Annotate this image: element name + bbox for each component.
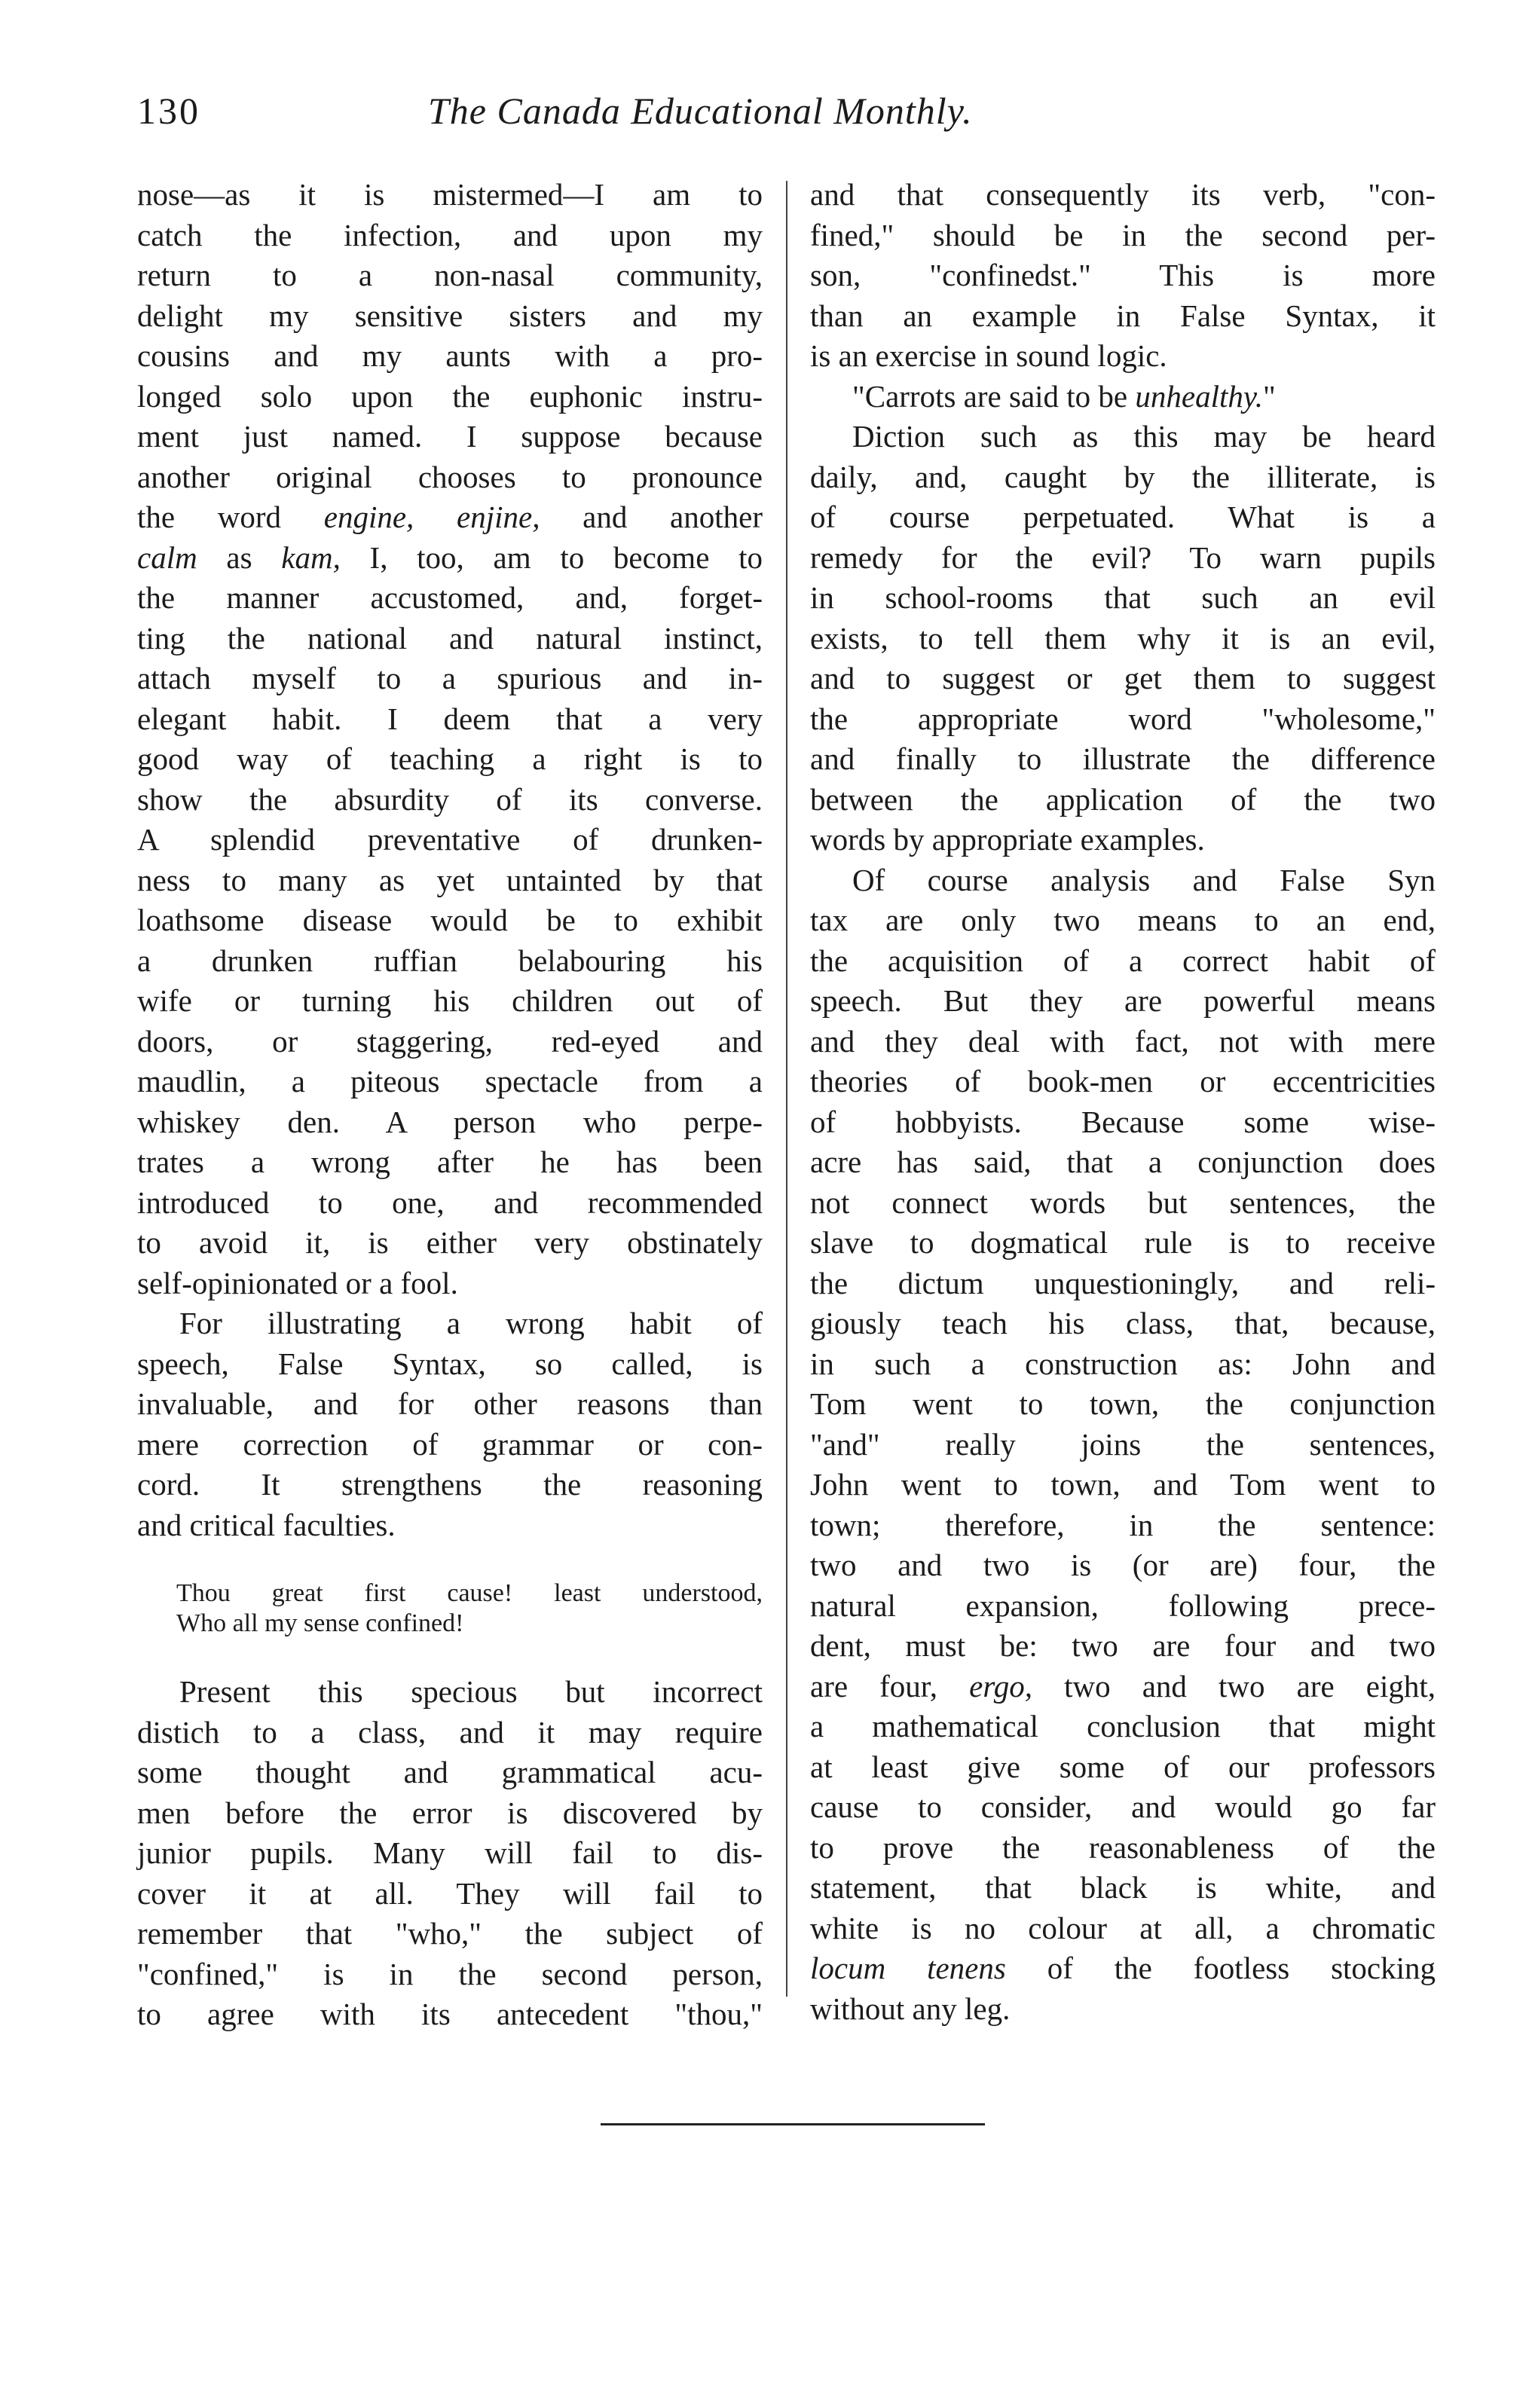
text-line: a drunken ruffian belabouring his (137, 943, 763, 978)
text-line: a mathematical conclusion that might (810, 1709, 1436, 1743)
paragraph (810, 860, 1436, 2030)
text-line: in such a construction as: John and (810, 1346, 1436, 1381)
text-line: trates a wrong after he has been (137, 1144, 763, 1179)
text-line: good way of teaching a right is to (137, 741, 763, 776)
text-line: to avoid it, is either very obstinately (137, 1225, 763, 1260)
text-line: locum tenens of the footless stocking (810, 1951, 1436, 1985)
text-line: men before the error is discovered by (137, 1795, 763, 1830)
text-line: of course perpetuated. What is a (810, 500, 1436, 534)
text-line: junior pupils. Many will fail to dis- (137, 1835, 763, 1870)
text-line: cause to consider, and would go far (810, 1789, 1436, 1824)
text-line: natural expansion, following prece- (810, 1588, 1436, 1623)
text-line: Who all my sense confined! (176, 1609, 464, 1637)
verse-quotation (176, 1578, 763, 1639)
paragraph (137, 175, 763, 1303)
text-line: self-opinionated or a fool. (137, 1265, 458, 1300)
text-line: the appropriate word "wholesome," (810, 701, 1436, 736)
text-line: white is no colour at all, a chromatic (810, 1910, 1436, 1945)
text-line: daily, and, caught by the illiterate, is (810, 459, 1436, 494)
paragraph (137, 1672, 763, 2035)
paragraph (137, 1303, 763, 1545)
text-line: fined," should be in the second per- (810, 217, 1436, 252)
text-line: attach myself to a spurious and in- (137, 661, 763, 695)
text-line: "and" really joins the sentences, (810, 1426, 1436, 1462)
text-line: are four, ergo, two and two are eight, (810, 1668, 1436, 1704)
text-line: Of course analysis and False Syn (852, 862, 1436, 897)
text-line: doors, or staggering, red-eyed and (137, 1023, 763, 1059)
text-line: tax are only two means to an end, (810, 903, 1436, 937)
text-line: ting the national and natural instinct, (137, 620, 763, 655)
right-column (810, 175, 1436, 2029)
text-line: maudlin, a piteous spectacle from a (137, 1064, 763, 1099)
text-line: and critical faculties. (137, 1507, 396, 1542)
page-number: 130 (137, 90, 200, 132)
text-line: dent, must be: two are four and two (810, 1628, 1436, 1663)
text-line: and finally to illustrate the difference (810, 741, 1436, 776)
text-line: distich to a class, and it may require (137, 1714, 763, 1749)
text-line: A splendid preventative of drunken- (137, 822, 763, 857)
text-line: in school-rooms that such an evil (810, 580, 1436, 615)
text-line: speech, False Syntax, so called, is (137, 1346, 763, 1381)
text-line: not connect words but sentences, the (810, 1184, 1436, 1220)
paragraph (810, 417, 1436, 860)
text-line: delight my sensitive sisters and my (137, 298, 763, 333)
text-line: of hobbyists. Because some wise- (810, 1104, 1436, 1139)
text-line: calm as kam, I, too, am to become to (137, 539, 763, 575)
text-line: statement, that black is white, and (810, 1870, 1436, 1905)
text-line: remedy for the evil? To warn pupils (810, 539, 1436, 575)
text-line: the manner accustomed, and, forget- (137, 580, 763, 615)
text-line: than an example in False Syntax, it (810, 298, 1436, 333)
text-line: another original chooses to pronounce (137, 459, 763, 494)
page-header (0, 89, 1532, 134)
text-line: John went to town, and Tom went to (810, 1467, 1436, 1502)
text-line: nose—as it is mistermed—I am to (137, 177, 763, 212)
text-line: slave to dogmatical rule is to receive (810, 1225, 1436, 1260)
text-line: return to a non-nasal community, (137, 258, 763, 292)
text-line: words by appropriate examples. (810, 822, 1205, 857)
text-line: invaluable, and for other reasons than (137, 1386, 763, 1421)
text-line: is an exercise in sound logic. (810, 338, 1167, 373)
text-line: "confined," is in the second person, (137, 1956, 763, 1991)
text-line: Present this specious but incorrect (179, 1674, 763, 1709)
text-line: at least give some of our professors (810, 1749, 1436, 1784)
text-line: wife or turning his children out of (137, 983, 763, 1018)
text-line: to prove the reasonableness of the (810, 1829, 1436, 1865)
text-line: to agree with its antecedent "thou," (137, 1997, 763, 2031)
text-line: two and two is (or are) four, the (810, 1548, 1436, 1582)
text-line: speech. But they are powerful means (810, 983, 1436, 1018)
text-line: town; therefore, in the sentence: (810, 1507, 1436, 1542)
text-line: whiskey den. A person who perpe- (137, 1104, 763, 1139)
text-line: the acquisition of a correct habit of (810, 943, 1436, 978)
text-line: giously teach his class, that, because, (810, 1306, 1436, 1340)
paragraph (810, 175, 1436, 377)
text-line: the word engine, enjine, and another (137, 500, 763, 534)
text-line: Diction such as this may be heard (852, 419, 1436, 454)
text-line: the dictum unquestioningly, and reli- (810, 1265, 1436, 1300)
text-line: and they deal with fact, not with mere (810, 1023, 1436, 1059)
text-line: elegant habit. I deem that a very (137, 701, 763, 736)
text-line: cord. It strengthens the reasoning (137, 1467, 763, 1502)
text-line: without any leg. (810, 1991, 1011, 2026)
text-line: some thought and grammatical acu- (137, 1755, 763, 1789)
text-line: "Carrots are said to be unhealthy." (852, 378, 1276, 414)
text-line: remember that "who," the subject of (137, 1916, 763, 1951)
text-line: ness to many as yet untainted by that (137, 862, 763, 897)
text-line: cover it at all. They will fail to (137, 1875, 763, 1911)
text-line: theories of book-men or eccentricities (810, 1064, 1436, 1099)
text-line: ment just named. I suppose because (137, 419, 763, 454)
text-line: introduced to one, and recommended (137, 1184, 763, 1220)
text-line: cousins and my aunts with a pro- (137, 338, 763, 373)
text-line: loathsome disease would be to exhibit (137, 903, 763, 937)
text-line: catch the infection, and upon my (137, 217, 763, 252)
text-line: exists, to tell them why it is an evil, (810, 620, 1436, 655)
running-title: The Canada Educational Monthly. (428, 90, 973, 132)
text-line: longed solo upon the euphonic instru- (137, 378, 763, 414)
column-rule (786, 181, 787, 1997)
paragraph (810, 377, 1436, 417)
text-line: between the application of the two (810, 781, 1436, 817)
text-line: Tom went to town, the conjunction (810, 1386, 1436, 1421)
end-rule (601, 2123, 985, 2125)
text-line: show the absurdity of its converse. (137, 781, 763, 817)
text-line: acre has said, that a conjunction does (810, 1144, 1436, 1179)
text-line: and to suggest or get them to suggest (810, 661, 1436, 695)
text-line: son, "confinedst." This is more (810, 258, 1436, 292)
text-line: mere correction of grammar or con- (137, 1426, 763, 1462)
text-line: and that consequently its verb, "con- (810, 177, 1436, 212)
left-column (137, 175, 763, 2035)
text-line: Thou great first cause! least understood, (176, 1579, 763, 1607)
text-line: For illustrating a wrong habit of (179, 1306, 763, 1340)
